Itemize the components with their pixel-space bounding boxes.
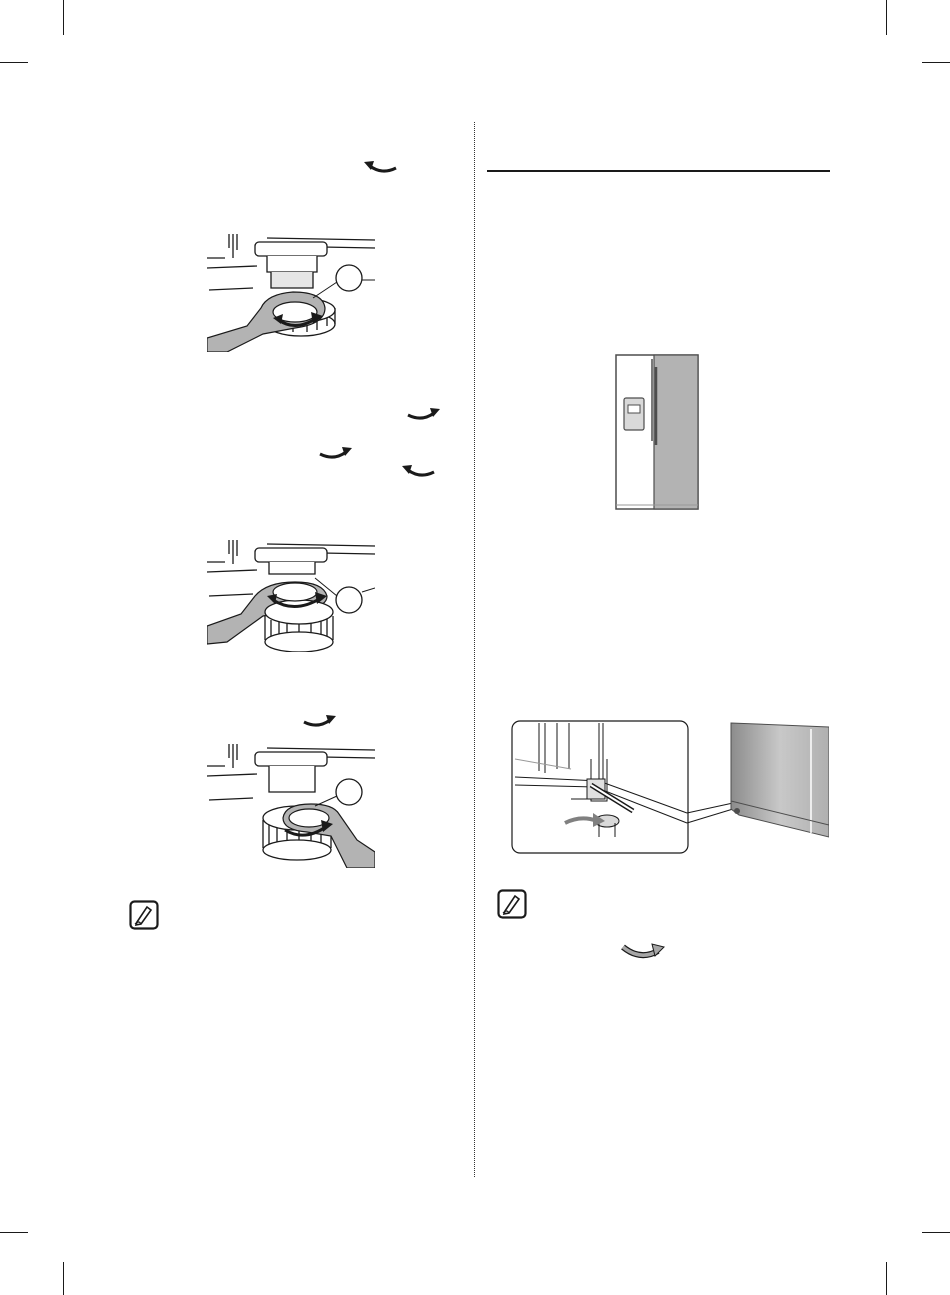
curved-arrow-right-icon: [316, 442, 354, 462]
crop-mark-top-left-h: [0, 62, 28, 63]
column-divider: [474, 122, 475, 1177]
curved-arrow-left-icon: [400, 460, 438, 480]
note-pencil-icon: [497, 889, 527, 919]
door-height-adjustment-detail-figure: [511, 719, 829, 857]
wrench-turning-leg-figure: [207, 536, 375, 652]
grey-curved-arrow-icon: [620, 941, 666, 963]
curved-arrow-right-icon: [300, 710, 338, 730]
wrench-loosening-nut-figure: [207, 228, 375, 352]
crop-mark-bottom-right-h: [922, 1232, 950, 1233]
curved-arrow-right-icon: [404, 403, 442, 423]
side-by-side-refrigerator-figure: [614, 353, 700, 511]
crop-mark-top-right-h: [922, 62, 950, 63]
crop-mark-top-right-v: [886, 0, 887, 35]
curved-arrow-left-icon: [362, 156, 400, 176]
crop-mark-bottom-right-v: [886, 1262, 887, 1295]
crop-mark-bottom-left-h: [0, 1232, 28, 1233]
note-pencil-icon: [129, 900, 159, 930]
wrench-tightening-nut-figure: [207, 740, 375, 868]
section-rule: [487, 170, 830, 172]
crop-mark-top-left-v: [63, 0, 64, 35]
crop-mark-bottom-left-v: [63, 1262, 64, 1295]
